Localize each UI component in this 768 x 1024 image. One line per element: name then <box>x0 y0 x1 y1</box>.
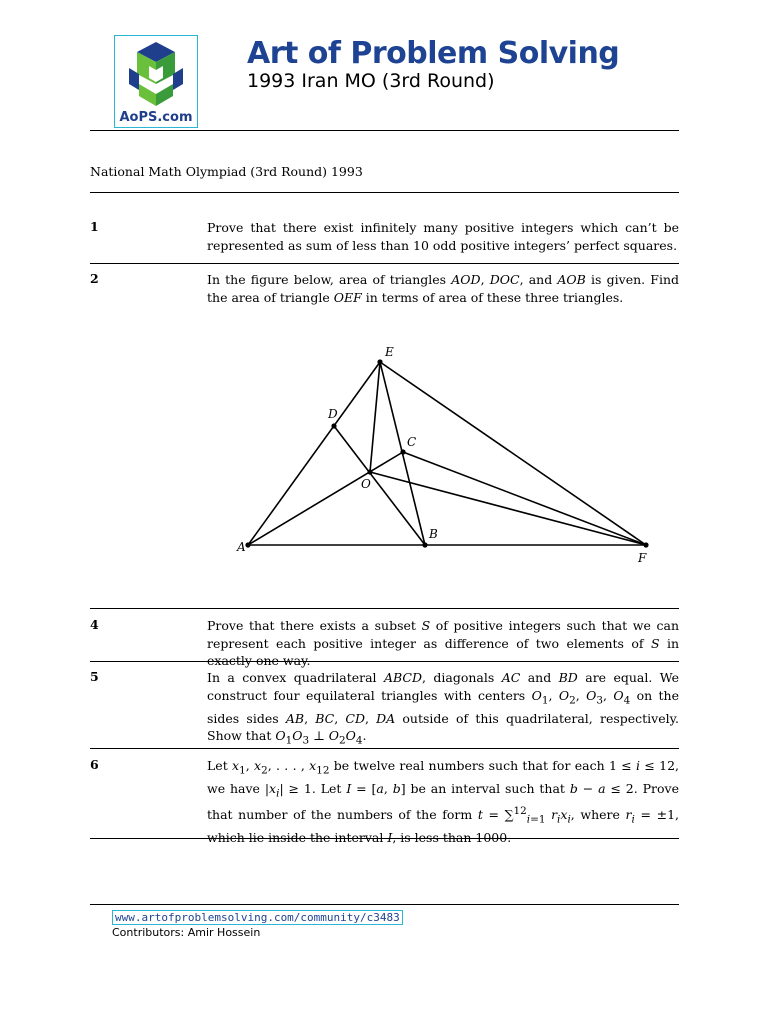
problem-number: 4 <box>90 617 99 632</box>
footer <box>112 910 403 939</box>
divider <box>90 263 679 264</box>
intro-text: National Math Olympiad (3rd Round) 1993 <box>90 164 363 179</box>
logo-text: AoPS.com <box>119 110 193 125</box>
label-o: O <box>361 477 371 491</box>
label-c: C <box>407 435 417 449</box>
problem-number: 6 <box>90 757 99 772</box>
page-title: Art of Problem Solving <box>247 36 620 71</box>
problem-number: 1 <box>90 219 99 234</box>
divider <box>90 608 679 609</box>
problem-text: In the figure below, area of triangles AOD, DOC, and AOB is given. Find the area of triangle OEF in terms of area of these three triangles. <box>207 272 680 305</box>
community-link[interactable]: www.artofproblemsolving.com/community/c3483 <box>112 910 403 925</box>
label-e: E <box>385 345 394 359</box>
problem-number: 5 <box>90 669 99 684</box>
problem-text: In a convex quadrilateral ABCD, diagonals AC and BD are equal. We construct four equilateral triangles with centers $O_1$, $O_2$, $O_3$, $O_4$ on the sides sides AB, BC, CD, DA outside of this quadrilateral, respectively. Show that $O_1O_3$ ⊥ $O_2O_4$. <box>207 670 680 747</box>
contributors: Contributors: Amir Hossein <box>112 926 261 939</box>
geometry-figure <box>230 340 660 570</box>
label-d: D <box>328 407 338 421</box>
divider <box>90 904 679 905</box>
aops-logo[interactable] <box>114 35 198 128</box>
divider <box>90 661 679 662</box>
problem-text: Prove that there exists a subset S of positive integers such that we can represent each positive integer as difference of two elements of S in exactly one way. <box>207 618 679 668</box>
problem-text: Let $x_1$, $x_2$, . . . , $x_{12}$ be twelve real numbers such that for each 1 ≤ i ≤ 12, we have $|x_i| \ge 1$. Let I = [a, b] be an interval such that b − a ≤ 2. Prove that number of the numbers of the form t = ∑$^{12}_{i=1}$ $r_ix_i$, where $r_i = \pm 1$, which lie inside the interval I, is less than 1000. <box>207 758 679 846</box>
label-f: F <box>638 551 647 565</box>
label-b: B <box>429 527 438 541</box>
problem-text: Prove that there exist infinitely many positive integers which can’t be represented as sum of less than 10 odd positive integers’ perfect squares. <box>207 220 679 253</box>
problem-number: 2 <box>90 271 99 286</box>
cube-logo-icon <box>115 38 197 110</box>
divider <box>90 838 679 839</box>
divider <box>90 130 679 131</box>
page-subtitle: 1993 Iran MO (3rd Round) <box>247 70 495 92</box>
divider <box>90 748 679 749</box>
divider <box>90 192 679 193</box>
label-a: A <box>237 540 246 554</box>
